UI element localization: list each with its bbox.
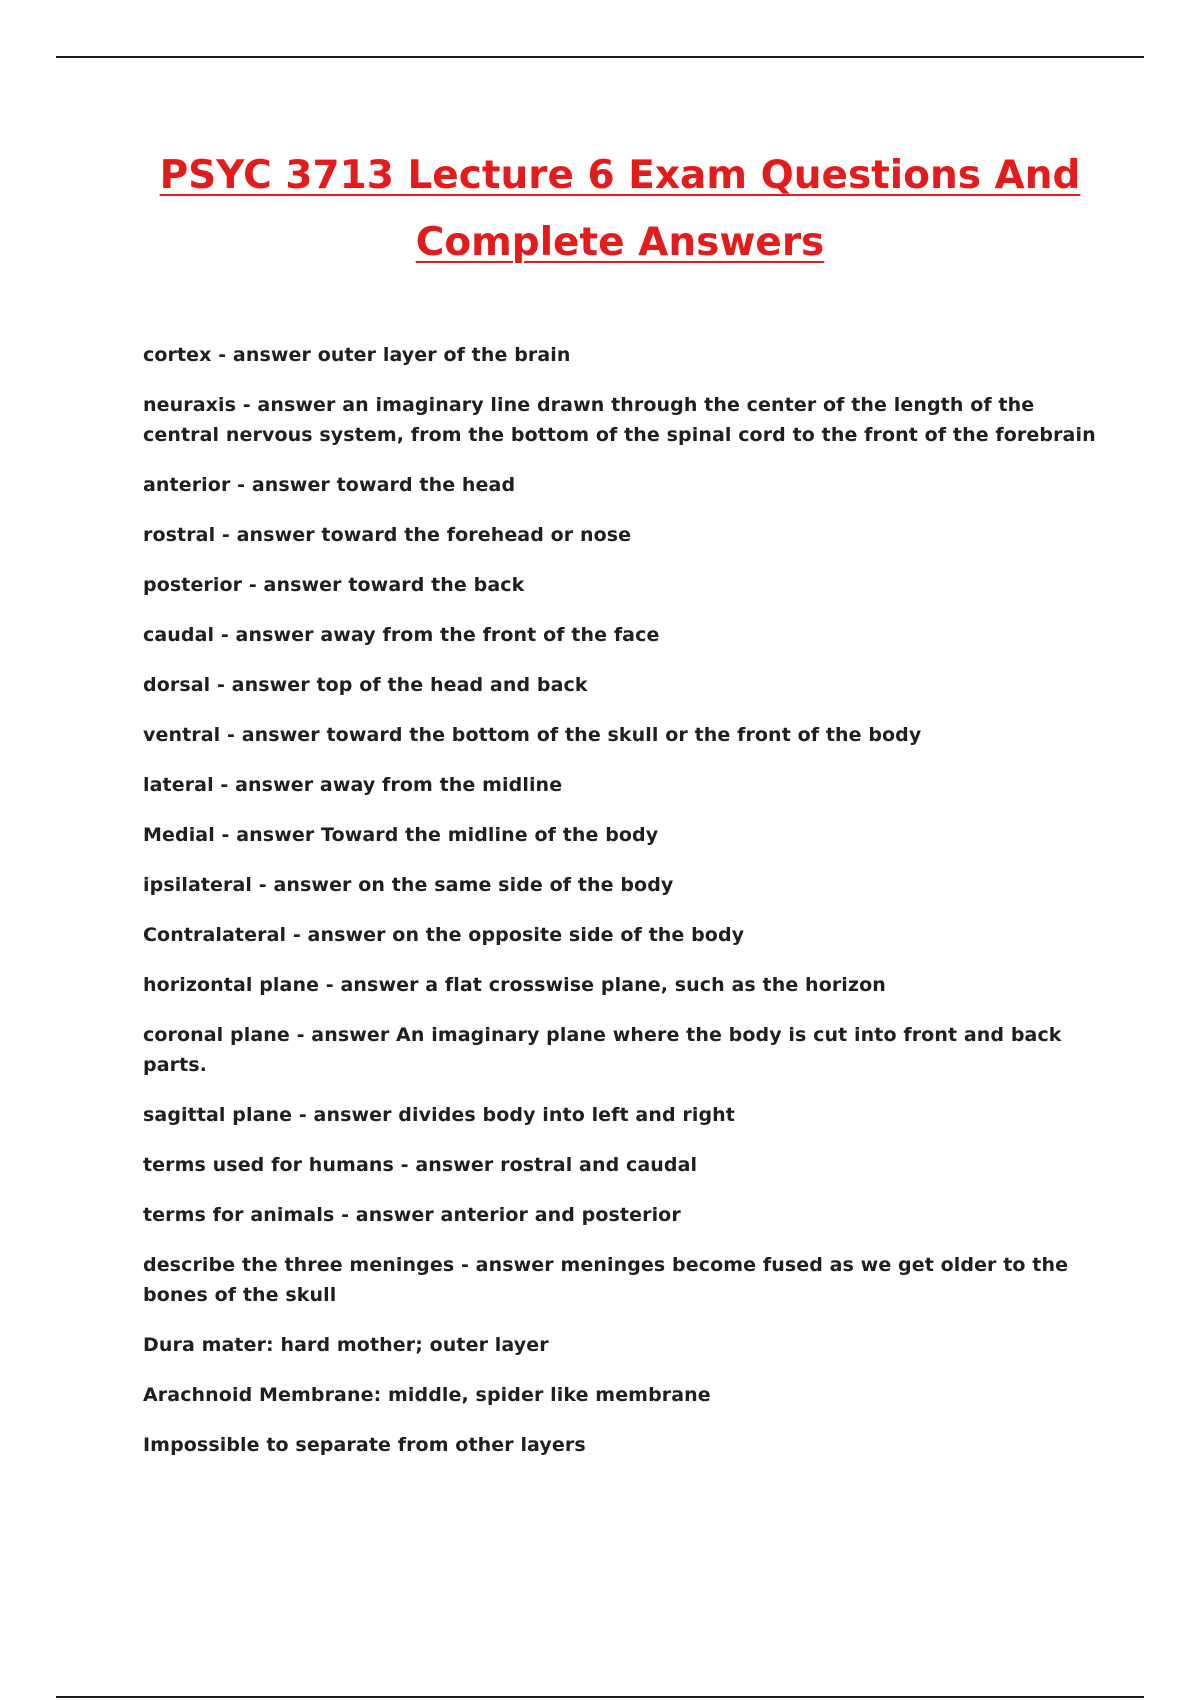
qa-entry: terms for animals - answer anterior and posterior	[143, 1204, 681, 1226]
qa-entry: Dura mater: hard mother; outer layer	[143, 1334, 549, 1356]
qa-entry: sagittal plane - answer divides body into left and right	[143, 1104, 735, 1126]
qa-list	[143, 340, 1103, 1480]
qa-entry: coronal plane - answer An imaginary plane where the body is cut into front and back parts.	[143, 1024, 1062, 1076]
title-line-2: Complete Answers	[415, 220, 825, 265]
qa-entry: Arachnoid Membrane: middle, spider like membrane	[143, 1384, 711, 1406]
qa-entry: describe the three meninges - answer meninges become fused as we get older to the bones of the skull	[143, 1254, 1069, 1306]
qa-entry: ipsilateral - answer on the same side of the body	[143, 874, 674, 896]
top-rule	[56, 56, 1144, 58]
document-title	[100, 142, 1140, 276]
qa-entry: neuraxis - answer an imaginary line drawn through the center of the length of the central nervous system, from the bottom of the spinal cord to the front of the forebrain	[143, 394, 1096, 446]
title-line-1: PSYC 3713 Lecture 6 Exam Questions And	[159, 153, 1081, 198]
qa-entry: Contralateral - answer on the opposite side of the body	[143, 924, 745, 946]
qa-entry: cortex - answer outer layer of the brain	[143, 344, 571, 366]
qa-entry: horizontal plane - answer a flat crosswise plane, such as the horizon	[143, 974, 886, 996]
qa-entry: posterior - answer toward the back	[143, 574, 525, 596]
qa-entry: dorsal - answer top of the head and back	[143, 674, 588, 696]
qa-entry: lateral - answer away from the midline	[143, 774, 563, 796]
qa-entry: anterior - answer toward the head	[143, 474, 516, 496]
qa-entry: ventral - answer toward the bottom of the skull or the front of the body	[143, 724, 922, 746]
qa-entry: Medial - answer Toward the midline of the body	[143, 824, 659, 846]
qa-entry: caudal - answer away from the front of the face	[143, 624, 660, 646]
bottom-rule	[56, 1696, 1144, 1698]
qa-entry: Impossible to separate from other layers	[143, 1434, 586, 1456]
qa-entry: terms used for humans - answer rostral and caudal	[143, 1154, 698, 1176]
qa-entry: rostral - answer toward the forehead or nose	[143, 524, 632, 546]
